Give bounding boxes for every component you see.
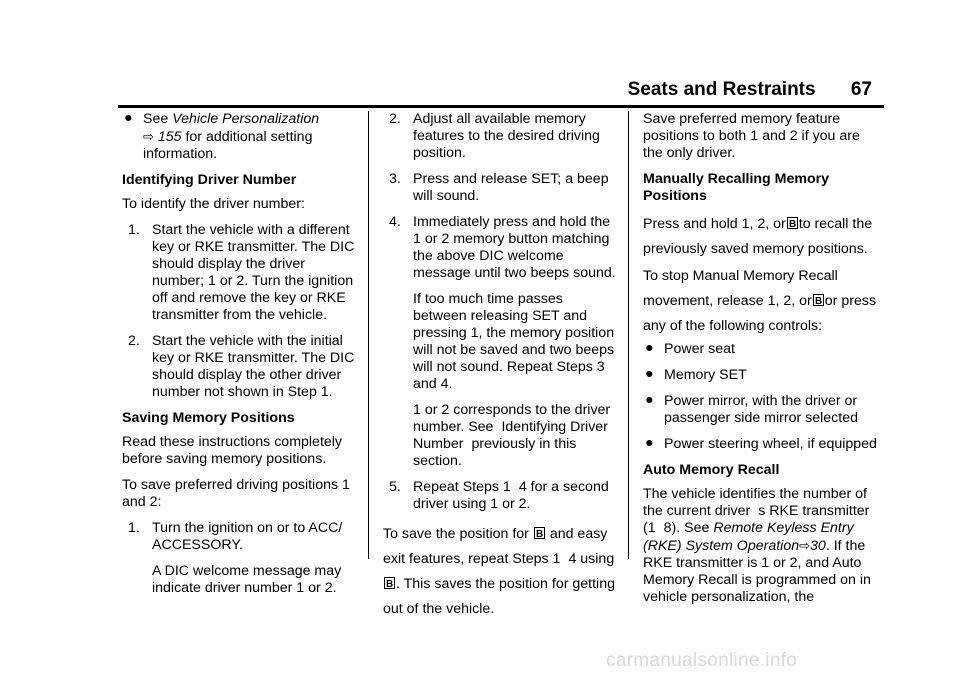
cross-reference-link[interactable]: Remote Keyless Entry (RKE) System Operation: [643, 520, 854, 554]
paragraph: Read these instructions completely before saving memory positions.: [122, 434, 343, 467]
column-2: [383, 111, 619, 624]
list-item: 4. Immediately press and hold the 1 or 2 memory button matching the above DIC welcome message until two beeps sound.: [389, 214, 616, 281]
column-divider-2: [628, 111, 629, 559]
paragraph: To stop Manual Memory Recall movement, release 1, 2, or B or press any of the following controls:: [643, 268, 877, 334]
svg-text:B: B: [788, 219, 796, 229]
list-item: ● Power steering wheel, if equipped: [645, 435, 877, 452]
exit-memory-button-icon: [534, 527, 545, 539]
paragraph: The vehicle identifies the number of the current driver s RKE transmitter (1 8). See Remote Keyless Entry (RKE) System Operation⇨30. If the RKE transmitter is 1 or 2, and Auto Memory Recall is programmed on in vehicle personalization, the: [643, 486, 871, 605]
cross-reference-link[interactable]: Vehicle Personalization: [172, 111, 320, 127]
svg-text:B: B: [535, 529, 544, 539]
page-number: 67: [850, 79, 872, 100]
bullet-icon: ●: [645, 340, 654, 356]
watermark: carmanualsonline.info: [606, 650, 798, 671]
list-item: 5. Repeat Steps 1 4 for a second driver using 1 or 2.: [389, 479, 609, 512]
page-header: [628, 79, 872, 101]
list-item: ● Power seat: [645, 340, 735, 357]
paragraph: To save the position for B and easy exit features, repeat Steps 1 4 using B . This saves the position for getting out of the vehicle.: [383, 526, 615, 617]
cross-reference-page[interactable]: 155: [157, 129, 182, 145]
paragraph: Save preferred memory feature positions to both 1 and 2 if you are the only driver.: [643, 111, 860, 161]
svg-text:B: B: [386, 579, 394, 589]
column-3: [643, 111, 879, 615]
list-item: 1. Turn the ignition on or to ACC/ ACCESSORY.: [128, 520, 343, 553]
list-item: 2. Start the vehicle with the initial key or RKE transmitter. The DIC should display the other driver number not shown in Step 1.: [128, 333, 355, 400]
paragraph: To save preferred driving positions 1 and 2:: [122, 477, 350, 510]
column-1: [122, 111, 358, 606]
paragraph: A DIC welcome message may indicate driver number 1 or 2.: [152, 563, 342, 596]
cross-reference-text: Identifying Driver Number: [413, 419, 608, 452]
svg-text:B: B: [814, 296, 822, 306]
exit-memory-button-icon: [813, 294, 824, 306]
paragraph: 1 or 2 corresponds to the driver number. See Identifying Driver Number previously in this section.: [413, 402, 611, 469]
paragraph: If too much time passes between releasing SET and pressing 1, the memory position will not be saved and two beeps will not sound. Repeat Steps 3 and 4.: [413, 291, 615, 392]
subheading: Identifying Driver Number: [122, 172, 297, 188]
page-arrow-icon: ⇨: [143, 129, 154, 144]
header-rule: [118, 105, 884, 108]
exit-memory-button-icon: [384, 577, 395, 589]
bullet-icon: ●: [645, 392, 654, 408]
list-item: 2. Adjust all available memory features to the desired driving position.: [389, 111, 600, 161]
subheading: Manually Recalling Memory Positions: [643, 171, 830, 204]
page-arrow-icon: ⇨: [799, 538, 811, 553]
subheading: Saving Memory Positions: [122, 410, 295, 426]
paragraph: Press and hold 1, 2, or B to recall the previously saved memory positions.: [643, 216, 873, 257]
cross-reference-page[interactable]: 30: [810, 538, 826, 554]
bullet-icon: ●: [124, 110, 133, 126]
paragraph: To identify the driver number:: [122, 196, 305, 212]
subheading: Auto Memory Recall: [643, 462, 780, 478]
list-item: 3. Press and release SET; a beep will sound.: [389, 171, 609, 204]
list-item: ● See Vehicle Personalization ⇨ 155 for additional setting information.: [124, 110, 320, 162]
list-item: ● Memory SET: [645, 366, 747, 383]
bullet-icon: ●: [645, 366, 654, 382]
section-title: Seats and Restraints: [627, 79, 816, 100]
list-item: 1. Start the vehicle with a different key or RKE transmitter. The DIC should display the driver number; 1 or 2. Turn the ignition off and remove the key or RKE transmitter from the vehicle.: [128, 222, 355, 323]
list-item: ● Power mirror, with the driver or passenger side mirror selected: [645, 392, 858, 426]
column-divider-1: [368, 111, 369, 559]
bullet-icon: ●: [645, 435, 654, 451]
exit-memory-button-icon: [787, 217, 798, 229]
